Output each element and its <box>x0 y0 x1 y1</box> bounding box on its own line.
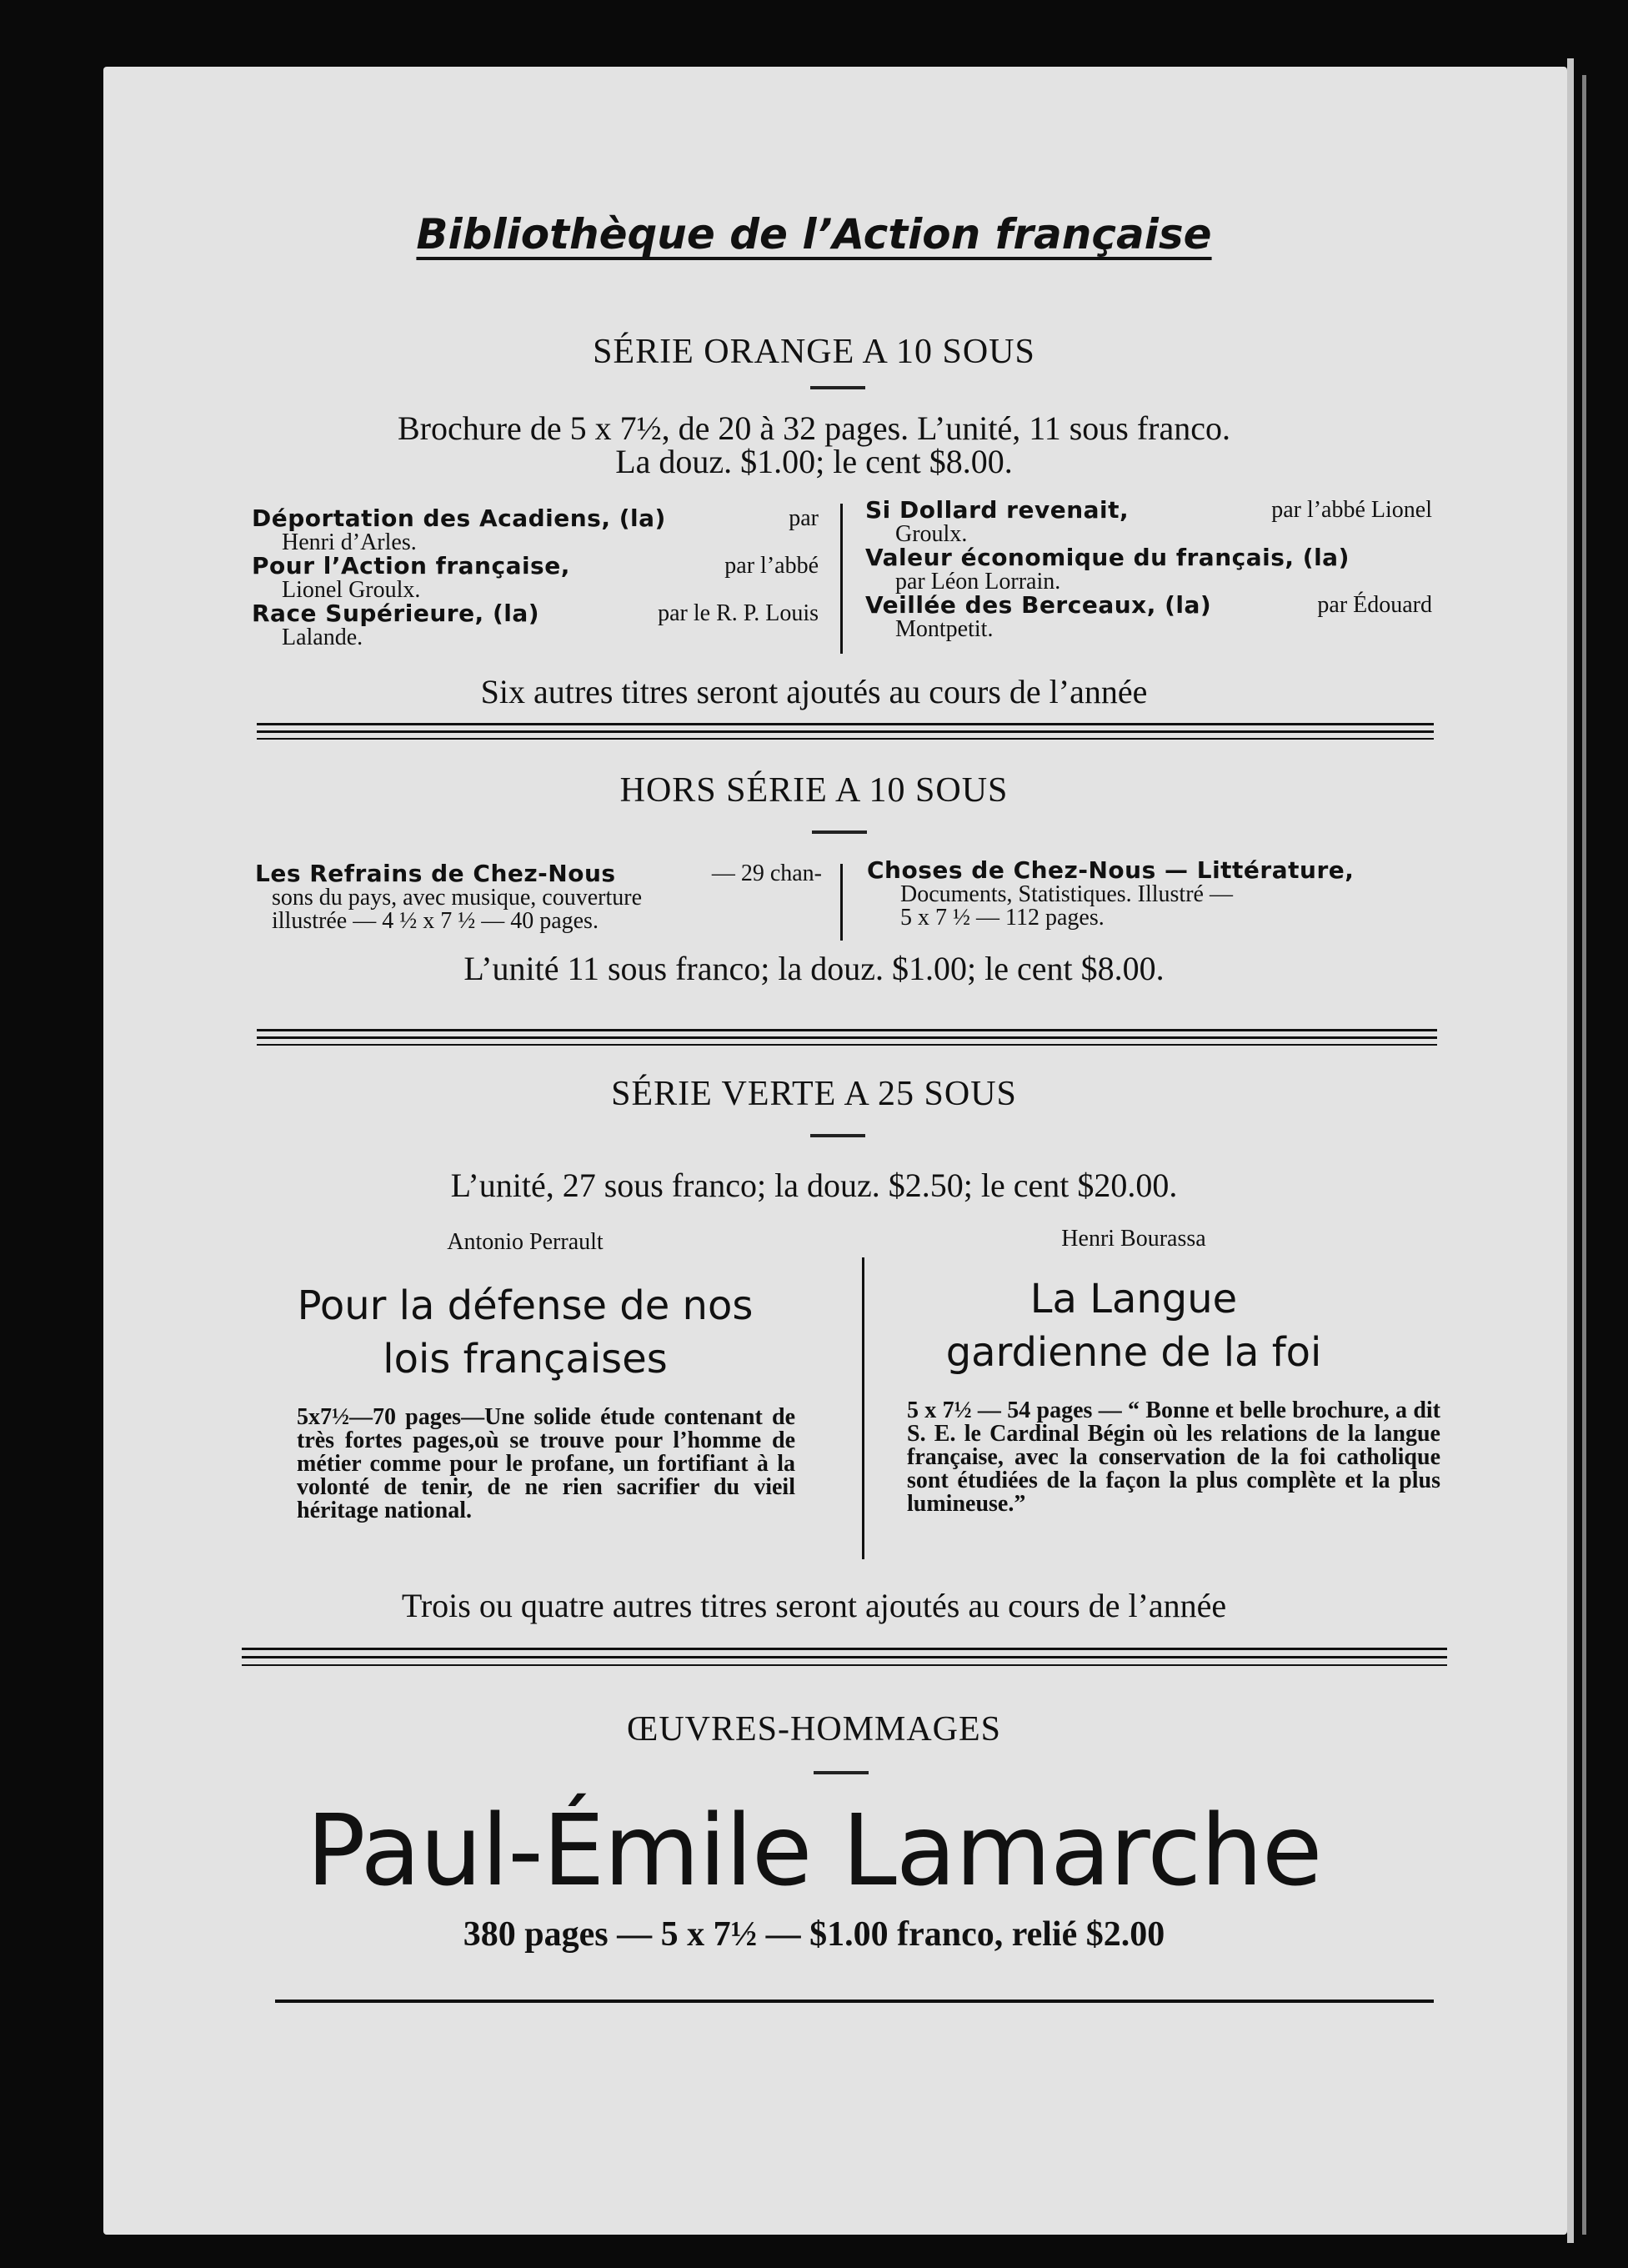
document-page <box>103 67 1567 2235</box>
section-separator <box>242 1656 1447 1658</box>
left-book-title-line2: lois françaises <box>383 1336 668 1382</box>
featured-book-details: 380 pages — 5 x 7½ — $1.00 franco, relié $2.00 <box>463 1915 1165 1954</box>
section-separator <box>257 1036 1437 1039</box>
section-separator <box>257 1044 1437 1046</box>
serie-orange-left-list <box>252 504 819 650</box>
serie-verte-heading: SÉRIE VERTE A 25 SOUS <box>611 1075 1017 1113</box>
hors-serie-price: L’unité 11 sous franco; la douz. $1.00; le cent $8.00. <box>463 950 1165 987</box>
list-item: Valeur économique du français, (la) par Léon Lorrain. <box>865 544 1350 595</box>
section-separator <box>242 1648 1447 1650</box>
serie-orange-heading: SÉRIE ORANGE A 10 SOUS <box>593 333 1035 371</box>
column-rule <box>840 504 843 654</box>
hors-serie-heading: HORS SÉRIE A 10 SOUS <box>619 771 1009 810</box>
section-separator <box>257 723 1434 725</box>
hors-serie-left: Les Refrains de Chez-Nous — 29 chan- sons du pays, avec musique, couverture illustrée — 4 ½ x 7 ½ — 40 pages. <box>255 860 822 934</box>
hors-serie-right: Choses de Chez-Nous — Littérature, Documents, Statistiques. Illustré — 5 x 7 ½ — 112 pages. <box>867 856 1355 931</box>
section-separator <box>257 1029 1437 1031</box>
left-book-title-line1: Pour la défense de nos <box>297 1282 754 1329</box>
list-item: Race Supérieure, (la) par le R. P. Louis Lalande. <box>252 600 819 650</box>
left-book-description: 5x7½—70 pages—Une solide étude contenant de très fortes pages,où se trouve pour l’homme de métier comme pour le profane, un fortifiant à la volonté de tenir, de ne rien sacrifier du vieil héritage national. <box>297 1404 795 1523</box>
page-edge-shadow <box>1582 75 1586 2235</box>
right-book-description: 5 x 7½ — 54 pages — “ Bonne et belle brochure, a dit S. E. le Cardinal Bégin où les relations de la langue française, avec la conservation de la foi catholique sont étudiées de la façon la plus complète et la plus lumineuse.” <box>907 1397 1440 1517</box>
section-separator <box>242 1664 1447 1666</box>
right-author: Henri Bourassa <box>1061 1226 1206 1252</box>
serie-verte-note: Trois ou quatre autres titres seront ajoutés au cours de l’année <box>401 1587 1227 1624</box>
divider-dash <box>812 830 867 834</box>
serie-orange-info-line2: La douz. $1.00; le cent $8.00. <box>615 443 1013 480</box>
serie-orange-note: Six autres titres seront ajoutés au cours de l’année <box>480 673 1148 710</box>
divider-dash <box>810 386 865 389</box>
serie-orange-right-list <box>865 496 1432 642</box>
left-author: Antonio Perrault <box>447 1229 604 1255</box>
list-item: Si Dollard revenait, par l’abbé Lionel Groulx. <box>865 496 1432 547</box>
serie-verte-price: L’unité, 27 sous franco; la douz. $2.50; le cent $20.00. <box>450 1167 1178 1204</box>
featured-author-name: Paul-Émile Lamarche <box>306 1793 1322 1908</box>
right-book-title-line2: gardienne de la foi <box>945 1329 1322 1376</box>
column-rule <box>840 864 843 941</box>
list-item: Pour l’Action française, par l’abbé Lionel Groulx. <box>252 552 819 603</box>
section-separator <box>257 730 1434 733</box>
list-item: Veillée des Berceaux, (la) par Édouard Montpetit. <box>865 591 1432 642</box>
section-separator <box>257 738 1434 740</box>
right-book-title-line1: La Langue <box>1029 1276 1238 1322</box>
divider-dash <box>814 1771 869 1774</box>
serie-orange-info-line1: Brochure de 5 x 7½, de 20 à 32 pages. L’unité, 11 sous franco. <box>397 409 1231 447</box>
bottom-rule <box>275 2000 1434 2003</box>
oeuvres-heading: ŒUVRES-HOMMAGES <box>626 1710 1002 1749</box>
divider-dash <box>810 1134 865 1137</box>
list-item: Déportation des Acadiens, (la) par Henri d’Arles. <box>252 504 819 555</box>
column-rule <box>862 1257 864 1559</box>
page-title: Bibliothèque de l’Action française <box>416 210 1212 258</box>
